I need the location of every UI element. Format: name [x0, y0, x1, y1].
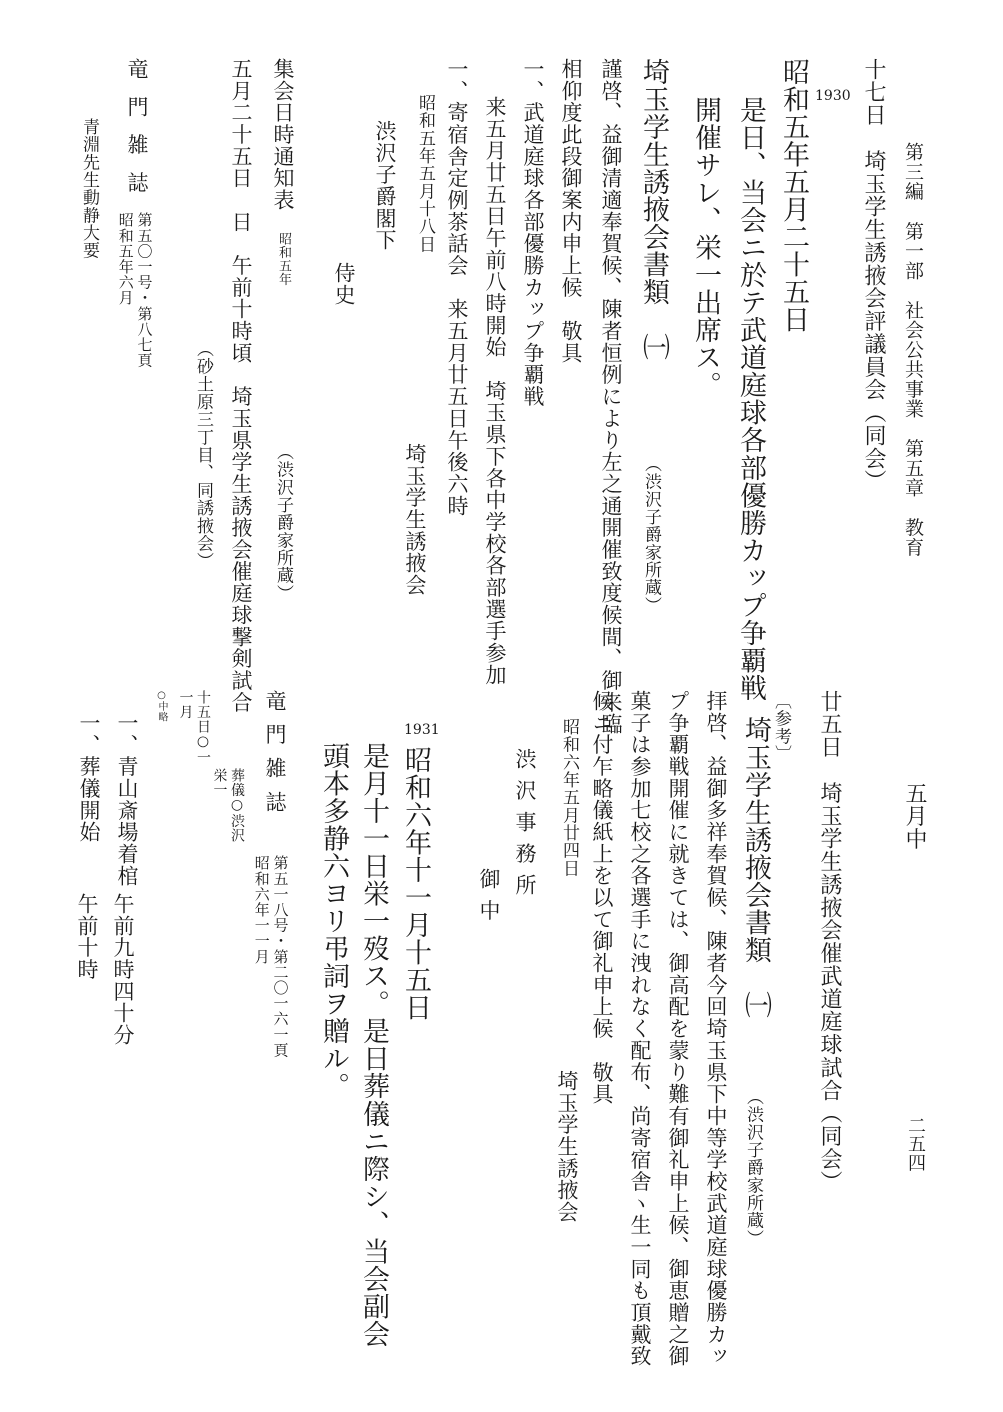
page-number: 二五四: [905, 1116, 926, 1173]
journal-ref-2-line1: 第五一八号・第二〇一六一頁: [271, 855, 290, 1058]
doc-body-line1: 謹啓、益御清適奉賀候、陳者恒例により左之通開催致度候間、御来臨: [599, 58, 623, 736]
ref-salutation: 御中: [477, 868, 501, 931]
running-head: 第三編 第一部 社会公共事業 第五章 教育: [902, 142, 924, 557]
doc-item-2: 一、寄宿舎定例茶話会 来五月廿五日午後六時: [445, 58, 469, 517]
journal-ref-1-line1: 第五〇一号・第八七頁: [135, 212, 154, 368]
entry-heading-lower: 廿五日 埼玉学生誘掖会催武道庭球試合（同会）: [817, 690, 842, 1194]
doc-sender-1: 埼玉学生誘掖会: [403, 443, 427, 596]
doc-attendant: 侍史: [332, 262, 356, 306]
ref-body-line2: プ争覇戦開催に就きては、御高配を蒙り難有御礼申上候、御恵贈之御: [666, 690, 690, 1368]
doc-title-2: 埼玉学生誘掖会書類 ㈠: [740, 716, 771, 1019]
schedule-note: （砂土原三丁目、同誘掖会）: [193, 340, 213, 570]
day-fifteen: [176, 690, 211, 765]
ref-body-line4: 候ニ付乍略儀紙上を以て御礼申上候 敬具: [590, 690, 614, 1105]
entry-text-1930-line1: 是日、当会ニ於テ武道庭球各部優勝カップ争覇戦: [735, 96, 766, 702]
funeral-heading: [210, 768, 245, 843]
doc-date-1: 昭和五年五月十八日: [415, 94, 435, 254]
year-1931: 1931: [404, 722, 440, 738]
doc-body-line2: 相仰度此段御案内申上候 敬具: [559, 58, 583, 364]
journal-title-2: 竜門雑誌: [263, 690, 287, 825]
doc-title-1: 埼玉学生誘掖会書類 ㈠: [638, 58, 669, 361]
journal-article-1: 青淵先生動静大要: [79, 118, 99, 260]
journal-ref-1-line2: 昭和五年六月: [116, 212, 135, 306]
journal-title-1: 竜門雑誌: [125, 58, 149, 210]
entry-heading-1930: 十七日 埼玉学生誘掖会評議員会（同会）: [861, 58, 886, 493]
day-fifteen-line1: 十五日○一: [195, 690, 211, 765]
day-fifteen-line2: 一月: [177, 690, 194, 720]
doc-addressee-1: 渋沢子爵閣下: [373, 120, 397, 252]
doc-item-1: 一、武道庭球各部優勝カップ争覇戦: [521, 58, 545, 408]
month-heading: 五月中: [902, 782, 927, 851]
ref-body-line1: 拝啓、益御多祥奉賀候、陳者今回埼玉県下中等学校武道庭球優勝カッ: [704, 690, 728, 1368]
entry-date-1931: 昭和六年十一月十五日: [400, 746, 431, 1022]
ref-bracket: 〔参考〕: [771, 692, 791, 763]
funeral-heading-line1: 葬儀○渋沢: [229, 768, 245, 843]
entry-date-1930: 昭和五年五月二十五日: [778, 58, 809, 334]
omitted-mark: ○中略: [156, 690, 167, 723]
funeral-item-1-time: 午前九時四十分: [111, 893, 135, 1046]
entry-text-1930-line2: 開催サレ、栄一出席ス。: [690, 96, 721, 399]
funeral-item-2-label: 一、葬儀開始: [77, 712, 101, 844]
schedule-source: （渋沢子爵家所蔵）: [273, 443, 293, 603]
schedule-line: 五月二十五日 日 午前十時頃 埼玉県学生誘掖会催庭球撃剣試合: [229, 58, 253, 714]
doc-source-1: （渋沢子爵家所蔵）: [641, 455, 661, 615]
entry-text-1931-line2: 頭本多静六ヨリ弔詞ヲ贈ル。: [318, 742, 349, 1101]
ref-body-line3: 菓子は参加七校之各選手に洩れなく配布、尚寄宿舎ヽ生一同も頂戴致: [628, 690, 652, 1368]
entry-text-1931-line1: 是月十一日栄一歿ス。是日葬儀ニ際シ、当会副会: [358, 742, 389, 1348]
funeral-item-1-label: 一、青山斎場着棺: [115, 712, 139, 887]
ref-addressee: 渋沢事務所: [513, 748, 537, 906]
journal-ref-2-line2: 昭和六年一一月: [252, 855, 271, 965]
doc-item-1-detail: 来五月廿五日午前八時開始 埼玉県下各中学校各部選手参加: [483, 96, 507, 686]
ref-sender: 埼玉学生誘掖会: [555, 1070, 579, 1223]
year-1930: 1930: [815, 88, 851, 104]
funeral-heading-line2: 栄一: [211, 768, 228, 798]
schedule-title: 集会日時通知表: [271, 58, 295, 211]
ref-date: 昭和六年五月廿四日: [559, 718, 579, 878]
journal-ref-2: [252, 855, 290, 1058]
funeral-item-2-time: 午前十時: [75, 893, 99, 981]
doc-source-2: （渋沢子爵家所蔵）: [743, 1088, 763, 1248]
journal-ref-1: [116, 212, 154, 368]
schedule-title-year: 昭和五年: [276, 232, 291, 287]
